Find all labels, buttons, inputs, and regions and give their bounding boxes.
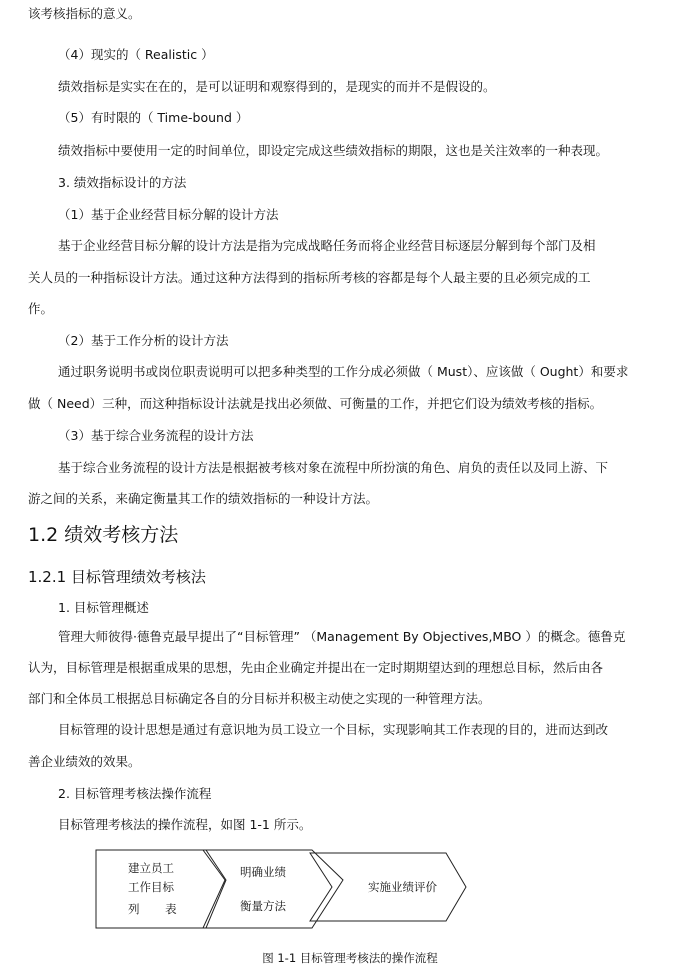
flow-step-2-line-1: 明确业绩	[240, 865, 286, 879]
paragraph-line: 作。	[28, 301, 54, 316]
paragraph-line: 认为，目标管理是根据重成果的思想，先由企业确定并提出在一定时期期望达到的理想总目标，然后由各	[28, 660, 604, 675]
paragraph-line: 基于企业经营目标分解的设计方法是指为完成战略任务而将企业经营目标逐层分解到每个部门及相	[58, 238, 596, 253]
flow-step-2-shape	[203, 850, 343, 928]
flow-step-3-label: 实施业绩评价	[368, 880, 437, 894]
paragraph-line: 做（ Need）三种，而这种指标设计法就是找出必须做、可衡量的工作，并把它们设为绩效考核的指标。	[28, 396, 603, 411]
paragraph-line: 绩效指标中要使用一定的时间单位，即设定完成这些绩效指标的期限，这也是关注效率的一种表现。	[58, 143, 609, 158]
figure-caption: 图 1-1 目标管理考核法的操作流程	[262, 951, 438, 965]
paragraph-line: 该考核指标的意义。	[28, 6, 141, 21]
subsection-heading: 1.2.1 目标管理绩效考核法	[28, 568, 206, 586]
chapter-heading: 1.2 绩效考核方法	[28, 524, 179, 546]
flow-step-2-line-2: 衡量方法	[240, 899, 286, 913]
paragraph-line: 绩效指标是实实在在的，是可以证明和观察得到的，是现实的而并不是假设的。	[58, 79, 496, 94]
paragraph-line: 通过职务说明书或岗位职责说明可以把多种类型的工作分成必须做（ Must）、应该做（ Ought）和要求	[58, 364, 629, 379]
section-heading: 1. 目标管理概述	[58, 600, 149, 615]
list-heading: （1）基于企业经营目标分解的设计方法	[58, 207, 279, 222]
paragraph-line: 关人员的一种指标设计方法。通过这种方法得到的指标所考核的容都是每个人最主要的且必须完成的工	[28, 270, 591, 285]
flow-step-1-line-1: 建立员工	[128, 861, 174, 875]
paragraph-line: 基于综合业务流程的设计方法是根据被考核对象在流程中所扮演的角色、肩负的责任以及同上游、下	[58, 460, 609, 475]
flow-step-1-line-3: 列 表	[128, 902, 177, 916]
paragraph-line: 目标管理的设计思想是通过有意识地为员工设立一个目标，实现影响其工作表现的目的，进而达到改	[58, 722, 609, 737]
list-heading: （2）基于工作分析的设计方法	[58, 333, 229, 348]
paragraph-line: 游之间的关系，来确定衡量其工作的绩效指标的一种设计方法。	[28, 491, 379, 506]
list-heading: （3）基于综合业务流程的设计方法	[58, 428, 254, 443]
paragraph-line: 管理大师彼得·德鲁克最早提出了“目标管理” （Management By Objectives,MBO ）的概念。德鲁克	[58, 629, 626, 644]
list-heading: （5）有时限的（ Time-bound ）	[58, 110, 249, 125]
list-heading: （4）现实的（ Realistic ）	[58, 47, 214, 62]
section-heading: 3. 绩效指标设计的方法	[58, 175, 187, 190]
section-heading: 2. 目标管理考核法操作流程	[58, 786, 212, 801]
paragraph-line: 目标管理考核法的操作流程，如图 1-1 所示。	[58, 817, 312, 832]
paragraph-line: 善企业绩效的效果。	[28, 754, 141, 769]
paragraph-line: 部门和全体员工根据总目标确定各自的分目标并积极主动使之实现的一种管理方法。	[28, 691, 491, 706]
flow-step-1-line-2: 工作目标	[128, 880, 174, 894]
